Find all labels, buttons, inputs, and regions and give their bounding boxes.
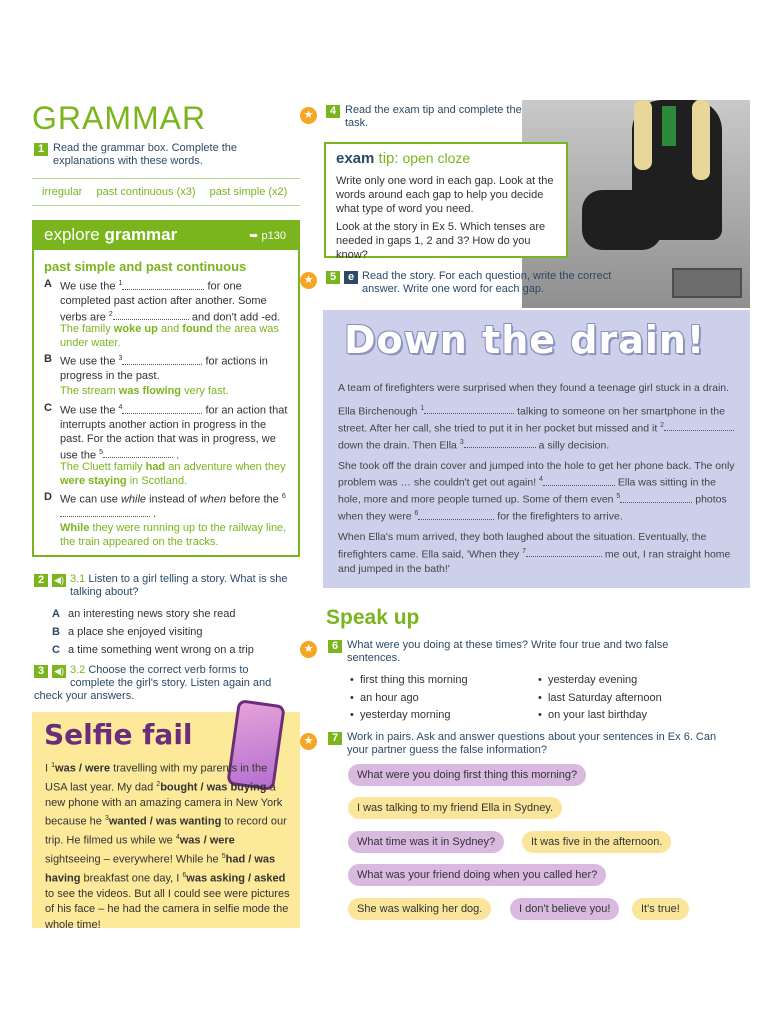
exercise-instruction: 3.1 Listen to a girl telling a story. What is she talking about? xyxy=(70,573,288,598)
star-icon: ★ xyxy=(300,107,317,124)
explore-grammar-header xyxy=(32,220,300,250)
verb-choice-6[interactable]: was asking / asked xyxy=(186,872,286,885)
gap-3[interactable] xyxy=(122,356,202,365)
speech-bubble: I was talking to my friend Ella in Sydney. xyxy=(348,797,562,819)
exercise-instruction: Read the story. For each question, write the correct answer. Write one word for each gap. xyxy=(362,270,612,295)
exam-e-icon: e xyxy=(344,271,358,284)
verb-choice-1[interactable]: was / were xyxy=(55,762,111,775)
rule-letter: B xyxy=(44,353,52,365)
word-list xyxy=(42,186,287,198)
explore-subtitle: past simple and past continuous xyxy=(44,259,247,274)
rule-c-example: The Cluett family had an adventure when they were staying in Scotland. xyxy=(60,461,286,487)
times-column-2 xyxy=(538,672,662,725)
rule-d: We can use while instead of when before the $^6$ . xyxy=(60,493,286,520)
exercise-4 xyxy=(326,104,526,130)
exercise-number: 1 xyxy=(34,143,48,156)
audio-icon[interactable]: ◀) xyxy=(52,665,66,678)
time-item: • an hour ago xyxy=(350,691,419,704)
story-gap-6[interactable] xyxy=(418,511,494,520)
exercise-instruction: Read the exam tip and complete the task. xyxy=(345,104,522,129)
exercise-number: 2 xyxy=(34,574,48,587)
star-icon: ★ xyxy=(300,733,317,750)
exercise-instruction: Read the grammar box. Complete the explanations with these words. xyxy=(53,142,238,167)
rule-letter: D xyxy=(44,491,52,503)
exercise-number: 3 xyxy=(34,665,48,678)
option-c[interactable]: C a time something went wrong on a trip xyxy=(52,644,254,656)
word-item: past continuous (x3) xyxy=(96,186,196,198)
word-item: past simple (x2) xyxy=(209,186,288,198)
story-gap-4[interactable] xyxy=(543,477,615,486)
grammar-label: grammar xyxy=(104,225,178,244)
drain-title: Down the drain! xyxy=(344,318,706,362)
rule-a-example: The family woke up and found the area was under water. xyxy=(60,323,279,349)
story-gap-5[interactable] xyxy=(620,494,692,503)
exercise-2 xyxy=(34,573,298,599)
speech-bubble: It's true! xyxy=(632,898,689,920)
speech-bubble: It was five in the afternoon. xyxy=(522,831,671,853)
speech-bubble: What time was it in Sydney? xyxy=(348,831,504,853)
exercise-5 xyxy=(326,270,616,296)
verb-choice-3[interactable]: wanted / was wanting xyxy=(108,815,222,828)
word-item: irregular xyxy=(42,186,83,198)
exercise-instruction: Work in pairs. Ask and answer questions about your sentences in Ex 6. Can your partner guess the false information? xyxy=(347,731,717,756)
exam-tip-question: Look at the story in Ex 5. Which tenses are needed in gaps 1, 2 and 3? How do you know? xyxy=(336,221,546,261)
grammar-heading: GRAMMAR xyxy=(32,100,207,136)
exercise-7 xyxy=(328,731,728,757)
selfie-fail-title: Selfie fail xyxy=(44,718,193,751)
rule-b-example: The stream was flowing very fast. xyxy=(60,385,229,397)
rule-d-example: While they were running up to the railway line, the train appeared on the tracks. xyxy=(60,522,287,548)
option-a[interactable]: A an interesting news story she read xyxy=(52,608,236,620)
rule-c: We use the $^4$ for an action that interrupts another action in progress in the past. For the action that was in progress, we use the $^5$ . xyxy=(60,404,288,462)
exam-tip-text: Write only one word in each gap. Look at the words around each gap to help you decide what type of word you need. xyxy=(336,175,554,215)
exercise-instruction: 3.2 Choose the correct verb forms to complete the girl's story. Listen again and check your answers. xyxy=(34,664,272,702)
gap-4[interactable] xyxy=(122,405,202,414)
exercise-number: 4 xyxy=(326,105,340,118)
time-item: • yesterday morning xyxy=(350,709,451,721)
gap-2[interactable] xyxy=(113,311,189,320)
speech-bubble: She was walking her dog. xyxy=(348,898,491,920)
star-icon: ★ xyxy=(300,272,317,289)
ex2-options xyxy=(52,605,254,659)
exercise-6 xyxy=(328,639,708,665)
verb-choice-4[interactable]: was / were xyxy=(179,834,235,847)
times-column-1 xyxy=(350,672,468,725)
time-item: • first thing this morning xyxy=(350,674,468,686)
exercise-3 xyxy=(34,664,284,703)
exercise-number: 5 xyxy=(326,271,340,284)
speech-bubble: What were you doing first thing this morning? xyxy=(348,764,586,786)
rule-a: We use the $^1$ for one completed past action after another. Some verbs are $^2$ and don't add -ed. xyxy=(60,280,281,324)
story-gap-7[interactable] xyxy=(526,548,602,557)
time-item: • yesterday evening xyxy=(538,674,638,686)
gap-1[interactable] xyxy=(122,281,204,290)
exercise-instruction: What were you doing at these times? Write four true and two false sentences. xyxy=(347,639,669,664)
rule-b: We use the $^3$ for actions in progress in the past. xyxy=(60,355,268,382)
rule-letter: C xyxy=(44,402,52,414)
speak-up-heading: Speak up xyxy=(326,606,420,629)
verb-choice-2[interactable]: bought / was buying xyxy=(160,781,267,794)
exam-tip-heading: exam tip: open cloze xyxy=(336,150,471,167)
time-item: • last Saturday afternoon xyxy=(538,691,662,704)
story-gap-2[interactable] xyxy=(664,422,734,431)
speech-bubble: I don't believe you! xyxy=(510,898,619,920)
page-reference: ➥ p130 xyxy=(249,230,286,242)
speech-bubble: What was your friend doing when you called her? xyxy=(348,864,606,886)
exercise-number: 7 xyxy=(328,732,342,745)
exercise-number: 6 xyxy=(328,640,342,653)
gap-6[interactable] xyxy=(60,508,150,517)
story-gap-3[interactable] xyxy=(464,439,536,448)
star-icon: ★ xyxy=(300,641,317,658)
drain-story: A team of firefighters were surprised when they found a teenage girl stuck in a drain. Ella Birchenough $^1$ talking to someone on her smartphone in the street. After her call, she tried to put it in her pocket but missed and it $^2$ down the drain. Then Ella $^3$ a silly decision. She took off the drain cover and jumped into the hole to get her phone back. The only problem was … she couldn't get out again! $^4$ Ella was sitting in the hole, more and more people turned up. Some of them even $^5$ photos when they were $^6$ for the firefighters to arrive. When Ella's mum arrived, they both laughed about the situation. Eventually, the firefighters came. Ella said, 'When they $^7$ me out, I ran straight home and jumped in the bath!' xyxy=(338,382,735,575)
gap-5[interactable] xyxy=(103,449,173,458)
story-gap-1[interactable] xyxy=(424,405,514,414)
verb-choice-5[interactable]: had / was having xyxy=(45,853,276,885)
selfie-story: I $^1$was / were travelling with my parents in the USA last year. My dad $^2$bought / was buying a new phone with an amazing camera in New York because he $^3$wanted / was wanting to record our trip. He filmed us while we $^4$was / were sightseeing – everywhere! While he $^5$had / was having breakfast one day, I $^6$was asking / asked to see the videos. But all I could see were pictures of his face – he had the camera in selfie mode the whole time! xyxy=(45,762,290,931)
exercise-1 xyxy=(34,142,294,168)
option-b[interactable]: B a place she enjoyed visiting xyxy=(52,626,203,638)
audio-icon[interactable]: ◀) xyxy=(52,574,66,587)
explore-label: explore xyxy=(44,225,105,244)
time-item: • on your last birthday xyxy=(538,709,648,721)
rule-letter: A xyxy=(44,278,52,290)
